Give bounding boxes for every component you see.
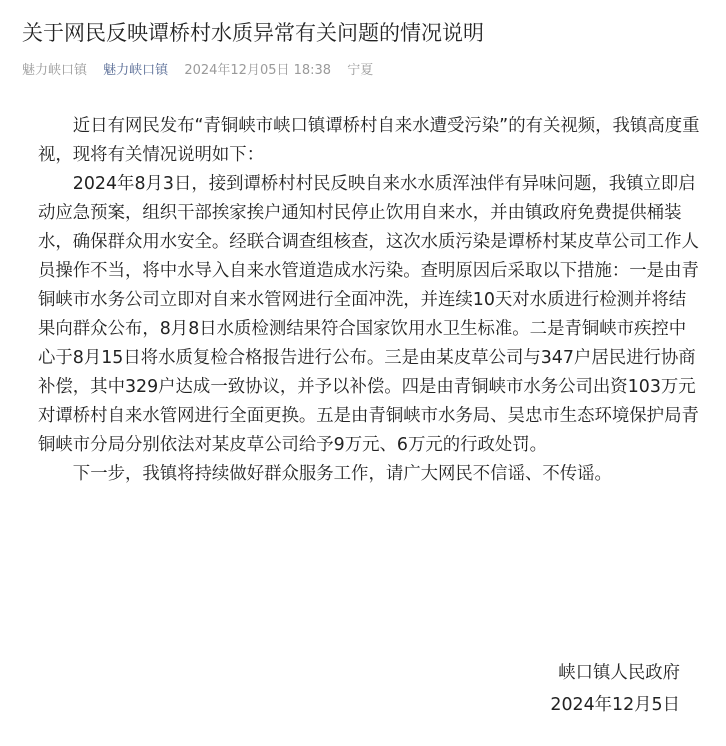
- account-link[interactable]: 魅力峡口镇: [103, 63, 169, 78]
- article-title: 关于网民反映谭桥村水质异常有关问题的情况说明: [22, 21, 484, 45]
- paragraph-intro: 近日有网民发布“青铜峡市峡口镇谭桥村自来水遭受污染”的有关视频，我镇高度重视，现将有关情况说明如下：: [38, 116, 700, 165]
- paragraph-details: 2024年8月3日，接到谭桥村村民反映自来水水质浑浊伴有异味问题，我镇立即启动应急预案，组织干部挨家挨户通知村民停止饮用自来水，并由镇政府免费提供桶装水，确保群众用水安全。经联合调查组核查，这次水质污染是谭桥村某皮草公司工作人员操作不当，将中水导入自来水管道造成水污染。查明原因后采取以下措施：一是由青铜峡市水务公司立即对自来水管网进行全面冲洗，并连续10天对水质进行检测并将结果向群众公布，8月8日水质检测结果符合国家饮用水卫生标准。二是青铜峡市疾控中心于8月15日将水质复检合格报告进行公布。三是由某皮草公司与347户居民进行协商补偿，其中329户达成一致协议，并予以补偿。四是由青铜峡市水务公司出资103万元对谭桥村自来水管网进行全面更换。五是由青铜峡市水务局、吴忠市生态环境保护局青铜峡市分局分别依法对某皮草公司给予9万元、6万元的行政处罚。: [38, 174, 699, 455]
- article-meta: [22, 60, 712, 82]
- publish-location: 宁夏: [347, 63, 374, 78]
- paragraph-next-step: 下一步，我镇将持续做好群众服务工作，请广大网民不信谣、不传谣。: [72, 464, 612, 484]
- signature-date: 2024年12月5日: [550, 695, 680, 715]
- author-name: 魅力峡口镇: [22, 63, 88, 78]
- article-body: [38, 112, 700, 489]
- publish-datetime: 2024年12月05日 18:38: [184, 63, 332, 78]
- signature-organization: 峡口镇人民政府: [558, 663, 680, 683]
